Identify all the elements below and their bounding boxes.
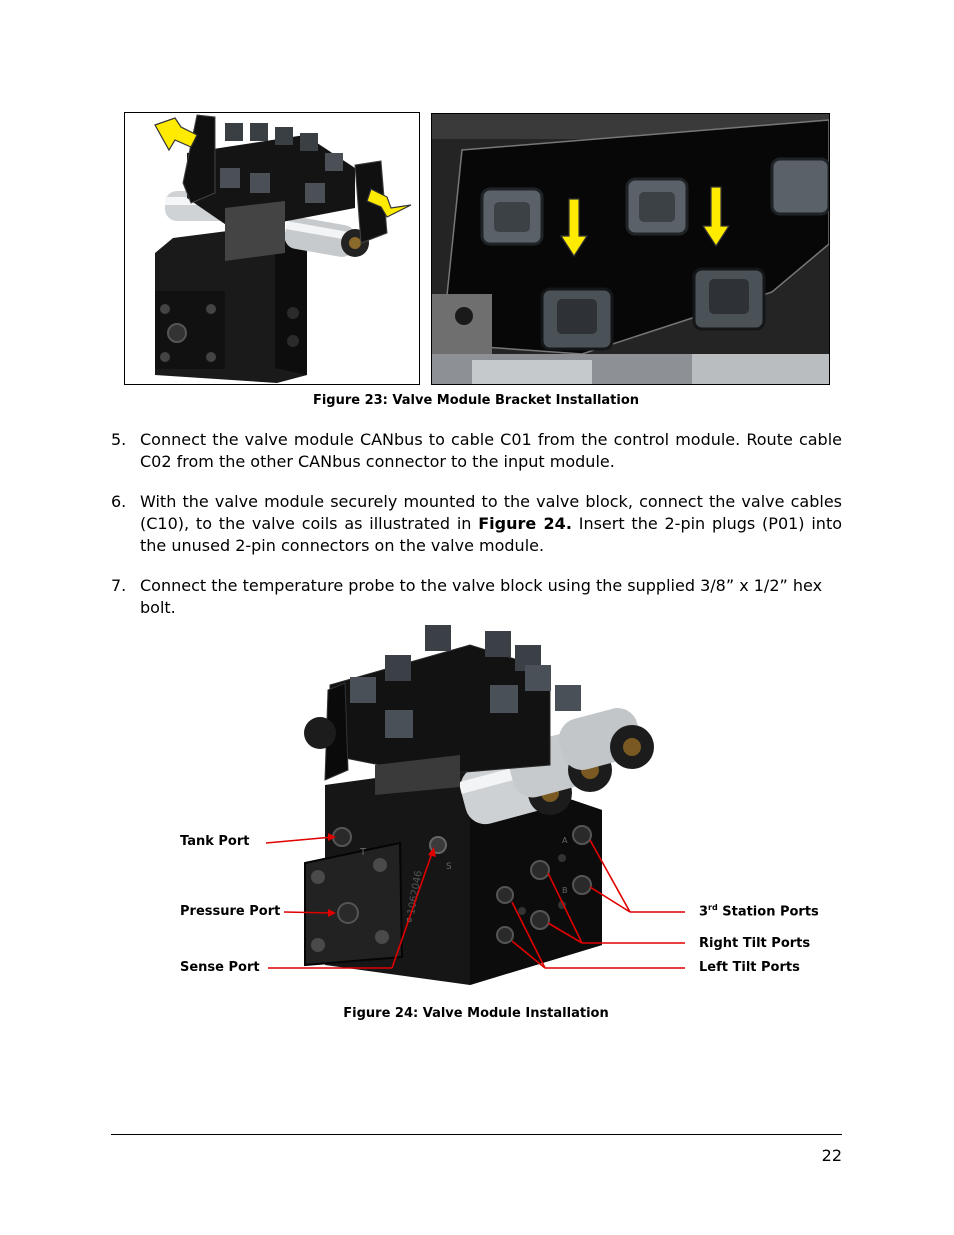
valve-module-bracket-render xyxy=(125,113,419,384)
block-s-mark: S xyxy=(446,862,452,872)
step-number: 6. xyxy=(111,492,127,511)
step-7 xyxy=(111,575,842,619)
right-tilt-ports-label: Right Tilt Ports xyxy=(699,936,811,951)
step-5 xyxy=(111,429,842,473)
step-6 xyxy=(111,491,842,557)
figure-23-caption: Figure 23: Valve Module Bracket Installation xyxy=(312,393,640,408)
step-text-before: With the valve module securely mounted to the valve block, connect the valve cables (C10), to the valve coils as illustrated in xyxy=(140,492,842,533)
step-text xyxy=(140,491,842,557)
step-number: 5. xyxy=(111,430,127,449)
step-text: Connect the temperature probe to the valve block using the supplied 3/8” x 1/2” hex bolt. xyxy=(140,576,823,617)
figure-23-right-image xyxy=(431,113,830,385)
pressure-port-label: Pressure Port xyxy=(180,904,281,919)
block-part-number: 1062046 xyxy=(406,869,425,916)
page-number: 22 xyxy=(821,1146,842,1165)
figure-24-reference: Figure 24. xyxy=(478,514,572,533)
block-t-mark: T xyxy=(360,847,367,858)
figure-24-caption: Figure 24: Valve Module Installation xyxy=(343,1006,609,1021)
step-text: Connect the valve module CANbus to cable C01 from the control module. Route cable C02 from the other CANbus connector to the input module. xyxy=(140,430,842,471)
station-ports-ordinal: 3 xyxy=(699,904,709,920)
figure-23-left-image xyxy=(124,112,420,385)
footer-rule xyxy=(111,1134,842,1135)
tank-port-label: Tank Port xyxy=(180,834,250,849)
figure-24-valve-module-render xyxy=(170,615,830,985)
left-tilt-ports-label: Left Tilt Ports xyxy=(699,960,800,975)
step-number: 7. xyxy=(111,576,127,595)
station-ports-superscript: rd xyxy=(708,903,718,912)
block-b-mark: B xyxy=(562,886,568,895)
block-a-mark: A xyxy=(562,836,568,845)
block-p-mark: P xyxy=(406,917,413,928)
bracket-closeup-render xyxy=(432,114,829,384)
step-text-after: Insert the 2-pin plugs (P01) into the unused 2-pin connectors on the valve module. xyxy=(140,514,843,555)
station-ports-text: Station Ports xyxy=(717,904,819,920)
sense-port-label: Sense Port xyxy=(180,960,260,975)
third-station-ports-label xyxy=(699,903,819,919)
